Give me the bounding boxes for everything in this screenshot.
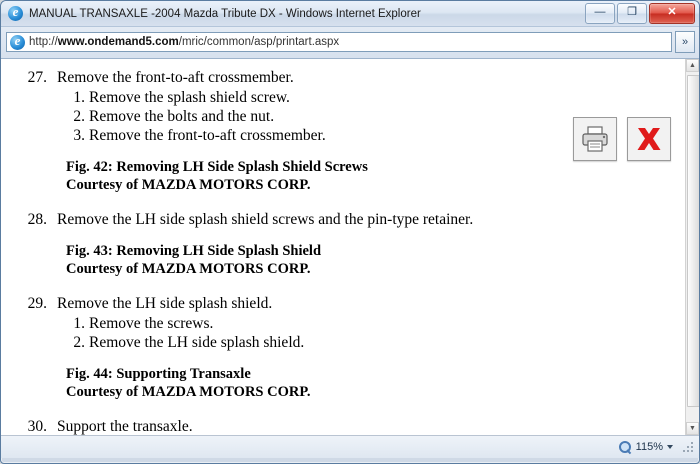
url-host: www.ondemand5.com xyxy=(57,36,179,48)
window-title: MANUAL TRANSAXLE -2004 Mazda Tribute DX - Windows Internet Explorer xyxy=(29,7,421,20)
step-text: Remove the LH side splash shield screws and the pin-type retainer. xyxy=(57,210,474,228)
go-button[interactable]: » xyxy=(675,31,695,53)
article-toolbar xyxy=(573,117,671,161)
figure-title: Fig. 44: Supporting Transaxle xyxy=(66,365,251,382)
substep-text: Remove the splash shield screw. xyxy=(89,89,290,106)
list-item xyxy=(73,314,672,333)
figure-courtesy: Courtesy of MAZDA MOTORS CORP. xyxy=(66,260,311,277)
list-item xyxy=(15,418,672,435)
url-path: /mric/common/asp/printart.aspx xyxy=(178,36,340,48)
title-bar xyxy=(1,1,699,27)
substep-number: 2. xyxy=(73,333,85,351)
zoom-control[interactable] xyxy=(616,441,676,454)
step-text: Remove the LH side splash shield. xyxy=(57,294,273,312)
minimize-button[interactable]: — xyxy=(585,3,615,24)
status-bar xyxy=(1,436,699,458)
substep-text: Remove the front-to-aft crossmember. xyxy=(89,127,326,144)
magnifier-icon xyxy=(619,441,632,454)
step-number: 27. xyxy=(27,69,47,86)
step-text: Support the transaxle. xyxy=(57,417,193,435)
figure-caption xyxy=(66,366,672,402)
list-item xyxy=(15,211,672,229)
figure-courtesy: Courtesy of MAZDA MOTORS CORP. xyxy=(66,176,311,193)
page-icon xyxy=(10,35,25,50)
scrollbar-thumb[interactable] xyxy=(687,75,699,407)
substep-text: Remove the LH side splash shield. xyxy=(89,333,305,351)
step-number: 29. xyxy=(27,294,47,312)
scroll-down-button[interactable]: ▼ xyxy=(686,422,699,435)
page-content xyxy=(1,59,699,436)
figure-caption xyxy=(66,243,672,279)
url-scheme: http:// xyxy=(29,36,58,48)
list-item xyxy=(73,333,672,352)
zoom-level: 115% xyxy=(635,441,663,453)
substep-number: 1. xyxy=(73,314,85,332)
substep-number: 3. xyxy=(73,127,85,144)
figure-courtesy: Courtesy of MAZDA MOTORS CORP. xyxy=(66,383,311,400)
list-item xyxy=(15,69,672,87)
red-x-close-icon[interactable] xyxy=(627,117,671,161)
list-item xyxy=(73,89,672,107)
list-item xyxy=(15,295,672,313)
substep-number: 2. xyxy=(73,108,85,125)
substep-text: Remove the bolts and the nut. xyxy=(89,108,275,125)
print-icon[interactable] xyxy=(573,117,617,161)
resize-grip-icon[interactable] xyxy=(681,440,695,454)
figure-title: Fig. 42: Removing LH Side Splash Shield Screws xyxy=(66,159,368,175)
substep-list xyxy=(15,315,672,352)
vertical-scrollbar[interactable] xyxy=(685,59,699,435)
figure-title: Fig. 43: Removing LH Side Splash Shield xyxy=(66,242,322,259)
close-button[interactable]: ✕ xyxy=(649,3,695,24)
article-body xyxy=(1,59,686,435)
chevron-down-icon[interactable] xyxy=(667,445,673,449)
substep-number: 1. xyxy=(73,89,85,106)
substep-text: Remove the screws. xyxy=(89,314,214,332)
scroll-up-button[interactable]: ▲ xyxy=(686,59,699,72)
address-input[interactable] xyxy=(6,32,672,52)
address-bar xyxy=(1,27,699,59)
ie-logo-icon xyxy=(8,6,23,21)
step-number: 28. xyxy=(27,210,47,228)
figure-caption xyxy=(66,159,672,195)
step-number: 30. xyxy=(27,417,47,435)
window-controls xyxy=(585,3,695,24)
step-text: Remove the front-to-aft crossmember. xyxy=(57,69,294,86)
maximize-button[interactable]: ❐ xyxy=(617,3,647,24)
address-url xyxy=(29,36,339,48)
